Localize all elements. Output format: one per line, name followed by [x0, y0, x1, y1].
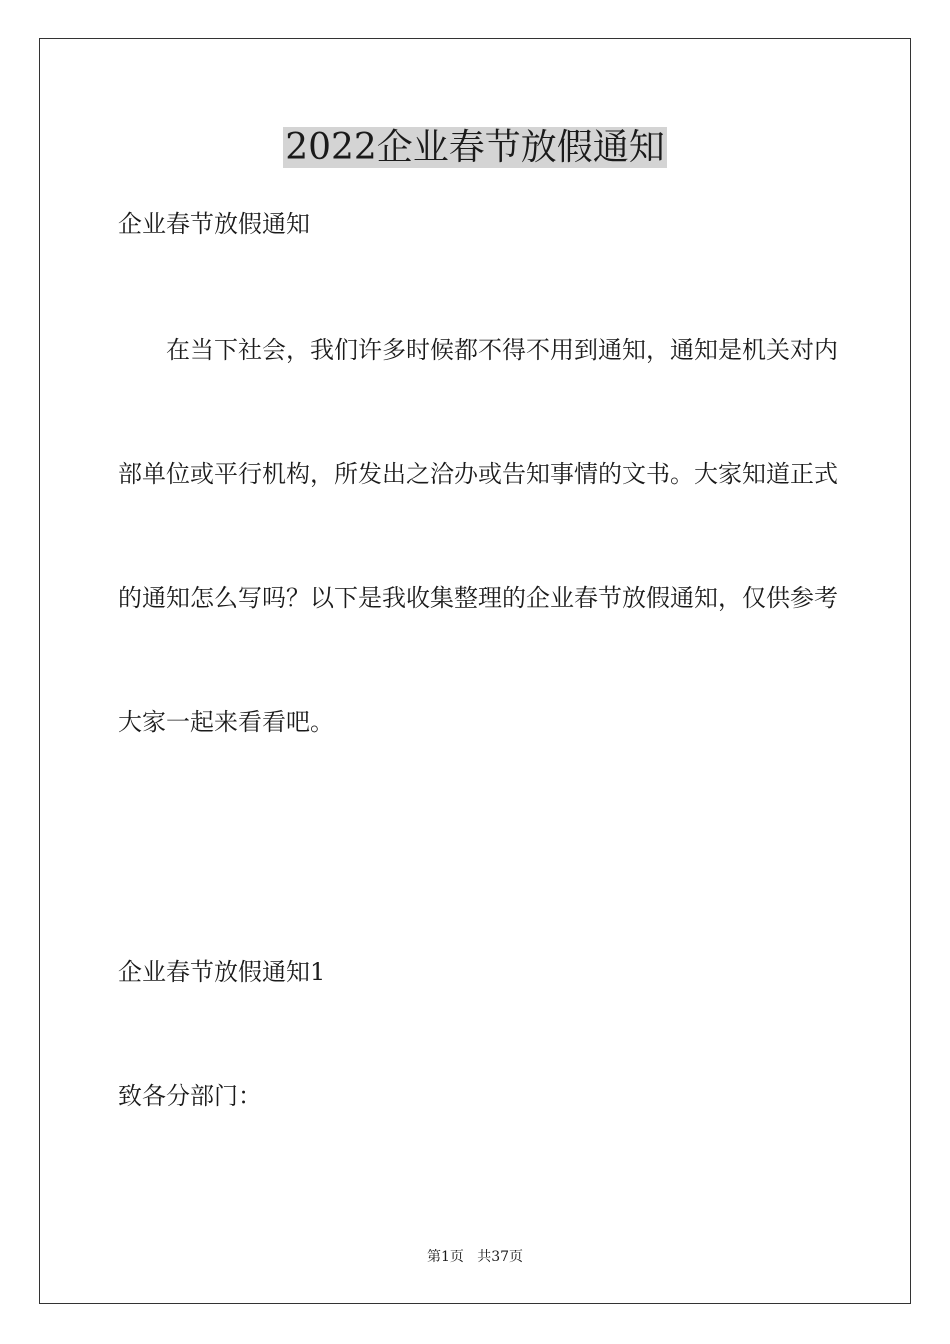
intro-paragraph-line-3: 的通知怎么写吗？以下是我收集整理的企业春节放假通知，仅供参考 — [118, 584, 838, 612]
intro-paragraph-line-4: 大家一起来看看吧。 — [118, 708, 334, 736]
section-heading: 企业春节放假通知1 — [118, 958, 326, 986]
intro-paragraph-line-2: 部单位或平行机构，所发出之洽办或告知事情的文书。大家知道正式 — [118, 460, 838, 488]
document-subtitle: 企业春节放假通知 — [118, 210, 310, 238]
page-number-footer: 第1页 共37页 — [426, 1249, 524, 1265]
document-title — [0, 124, 950, 172]
salutation: 致各分部门： — [118, 1082, 262, 1110]
document-title-text: 2022企业春节放假通知 — [285, 127, 665, 168]
intro-paragraph-line-1: 在当下社会，我们许多时候都不得不用到通知，通知是机关对内 — [166, 336, 838, 364]
